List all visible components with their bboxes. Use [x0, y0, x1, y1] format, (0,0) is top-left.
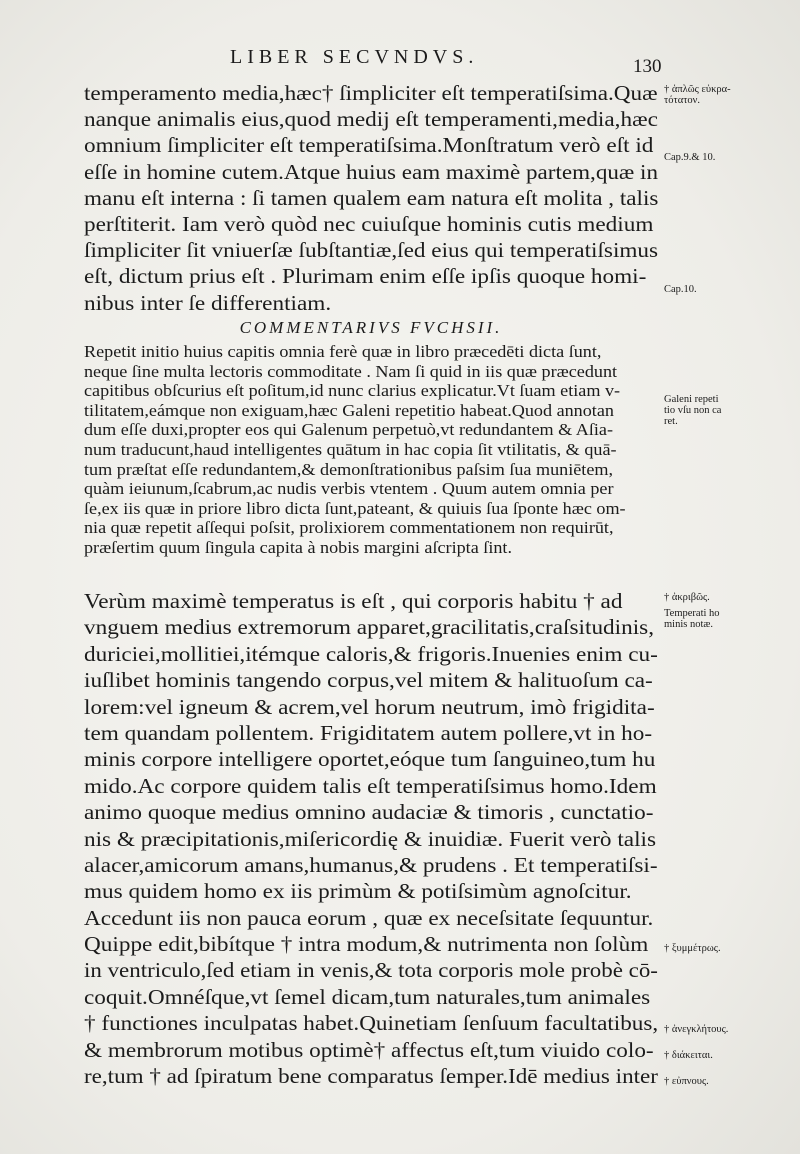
folio-number: 130 [633, 56, 662, 77]
text-line: Quippe edit,bibítque † intra modum,& nutrimenta non ſolùm [84, 932, 649, 957]
text-line: in ventriculo,ſed etiam in venis,& tota corporis mole probè cō- [84, 958, 658, 983]
text-line: Verùm maximè temperatus is eſt , qui corporis habitu † ad [84, 589, 623, 613]
commentary-line: nia quæ repetit aſſequi poſsit, prolixiorem commentationem non requirūt, [84, 518, 614, 538]
text-line: † functiones inculpatas habet.Quinetiam ſenſuum facultatibus, [84, 1011, 659, 1036]
commentary-line: tum præſtat eſſe redundantem,& demonſtrationibus paſsim ſua muniētem, [84, 459, 614, 479]
text-line: tem quandam pollentem. Frigiditatem autem pollere,vt in ho- [84, 720, 653, 745]
commentary-line: dum eſſe duxi,propter eos qui Galenum perpetuò,vt redundantem & Aſia- [84, 420, 613, 440]
margin-note-line: Galeni repeti [664, 394, 719, 405]
margin-note-greek-6: † εὐπνους. [664, 1076, 709, 1087]
text-line: minis corpore intelligere oportet,eóque tum ſanguineo,tum hu [84, 747, 656, 772]
text-line: mus quidem homo ex iis primùm & potiſsimùm agnoſcitur. [84, 879, 632, 904]
margin-note-line: tio vſu non ca [664, 405, 722, 416]
margin-note-line: Temperati ho [664, 608, 720, 619]
commentary-line: quàm ieiunum,ſcabrum,ac nudis verbis vtentem . Quum autem omnia per [84, 479, 614, 499]
main-text-block-1 [84, 80, 658, 316]
margin-note-galen [664, 394, 774, 427]
text-line: eſſe in homine cutem.Atque huius eam maximè partem,quæ in [84, 159, 658, 184]
commentary-line: ſe,ex iis quæ in priore libro dicta ſunt,pateant, & quiuis ſua ſponte hæc om- [84, 498, 626, 518]
margin-note-line: minis notæ. [664, 619, 714, 630]
margin-note-line: τότατον. [664, 95, 701, 106]
margin-note-temperati [664, 608, 774, 630]
main-text-block-2 [84, 588, 658, 1089]
margin-note-greek-3: † ξυμμέτρως. [664, 943, 721, 954]
commentary-heading: COMMENTARIVS FVCHSII. [239, 318, 503, 337]
text-line: lorem:vel igneum & acrem,vel horum neutrum, imò frigidita- [84, 694, 655, 719]
commentary-line: capitibus obſcurius eſt poſitum,id nunc clarius explicatur.Vt ſuam etiam v- [84, 381, 621, 401]
text-line: alacer,amicorum amans,humanus,& prudens . Et temperatiſsi- [84, 852, 658, 877]
text-line: nanque animalis eius,quod medij eſt temperamenti,media,hæc [84, 107, 658, 132]
margin-note-greek-4: † ἀνεγκλήτους. [664, 1024, 729, 1035]
commentary-line: neque ſine multa lectoris commoditate . Nam ſi quid in iis quæ præcedunt [84, 361, 618, 381]
text-line: manu eſt interna : ſi tamen qualem eam natura eſt molita , talis [84, 185, 659, 210]
text-line: omnium ſimpliciter eſt temperatiſsima.Monſtratum verò eſt id [84, 133, 654, 158]
commentary-line: Repetit initio huius capitis omnia ferè quæ in libro præcedēti dicta ſunt, [84, 342, 602, 361]
text-line: vnguem medius extremorum apparet,gracilitatis,craſsitudinis, [84, 615, 655, 640]
margin-note-line: ret. [664, 416, 678, 427]
margin-note-chapter-ref: Cap.9.& 10. [664, 152, 716, 163]
text-line: re,tum † ad ſpiratum bene comparatus ſemper.Idē medius inter [84, 1064, 658, 1089]
text-line: temperamento media,hæc† ſimpliciter eſt temperatiſsima.Quæ [84, 81, 658, 105]
text-line: nibus inter ſe differentiam. [84, 290, 332, 315]
margin-note-greek-5: † διάκειται. [664, 1050, 713, 1061]
text-line: duriciei,mollitiei,itémque caloris,& frigoris.Inuenies enim cu- [84, 641, 658, 666]
margin-note-chapter-ref: Cap.10. [664, 284, 697, 295]
text-line: eſt, dictum prius eſt . Plurimam enim eſſe ipſis quoque homi- [84, 264, 647, 289]
margin-note-line: † ἁπλῶς εὐκρα- [664, 84, 731, 95]
margin-note-greek-2: † ἀκριβῶς. [664, 592, 710, 603]
text-line: mido.Ac corpore quidem talis eſt temperatiſsimus homo.Idem [84, 773, 657, 798]
text-line: Accedunt iis non pauca eorum , quæ ex neceſsitate ſequuntur. [84, 905, 654, 930]
text-line: ſimpliciter ſit vniuerſæ ſubſtantiæ,ſed eius qui temperatiſsimus [84, 238, 659, 263]
text-line: animo quoque medius omnino audaciæ & timoris , cunctatio- [84, 800, 654, 825]
running-title: LIBER SECVNDVS. [230, 46, 479, 68]
commentary-block [84, 342, 658, 558]
commentary-line: tilitatem,eámque non exiguam,hæc Galeni repetitio habeat.Quod annotan [84, 400, 614, 420]
margin-note-greek-1 [664, 84, 774, 106]
text-line: nis & præcipitationis,miſericordię & inuidiæ. Fuerit verò talis [84, 826, 657, 851]
commentary-line: num traducunt,haud intelligentes quātum in hac copia ſit vtilitatis, & quā- [84, 439, 617, 459]
text-line: & membrorum motibus optimè† affectus eſt,tum viuido colo- [84, 1037, 654, 1062]
text-line: perſtiterit. Iam verò quòd nec cuiuſque hominis cutis medium [84, 211, 654, 236]
text-line: coquit.Omnéſque,vt ſemel dicam,tum naturales,tum animales [84, 984, 651, 1009]
commentary-line: præſertim quum ſingula capita à nobis margini aſcripta ſint. [84, 537, 513, 557]
text-line: iuſlibet hominis tangendo corpus,vel mitem & halituoſum ca- [84, 668, 653, 693]
